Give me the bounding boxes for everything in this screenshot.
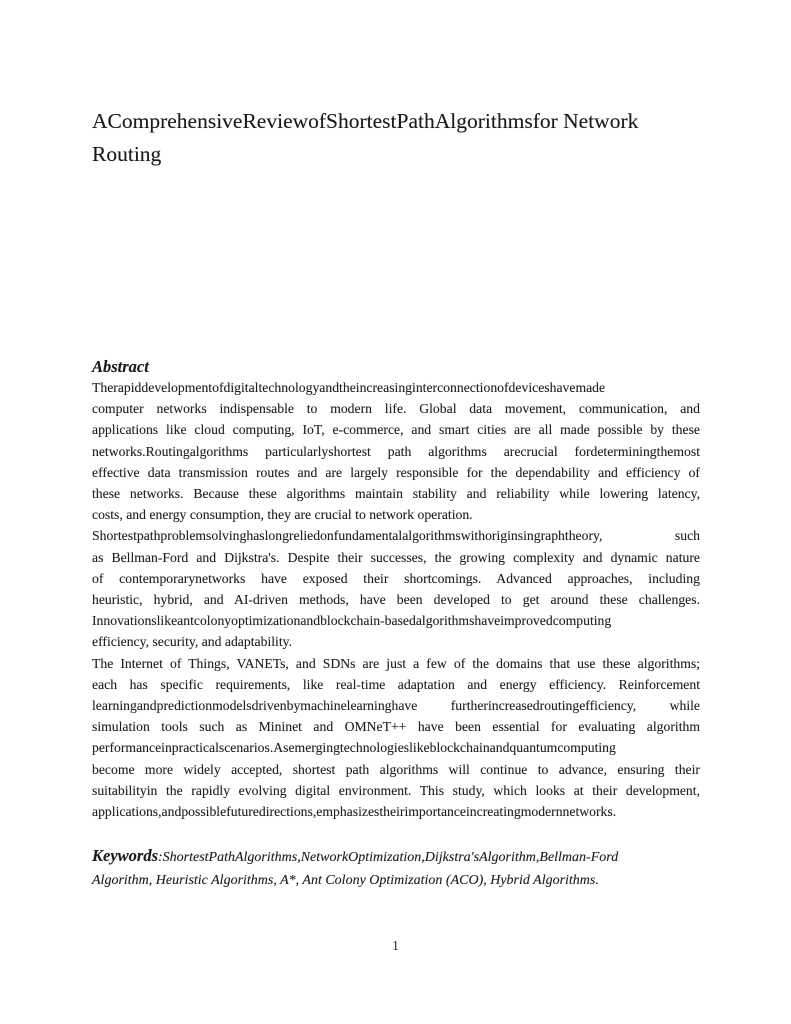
text-line: performanceinpracticalscenarios.Asemergingtechnologieslikeblockchainandquantumcomputing: [92, 740, 616, 756]
text-line: heuristic, hybrid, and AI-driven methods, have been developed to get around these challenges.: [92, 592, 700, 608]
text-line: as Bellman-Ford and Dijkstra's. Despite their successes, the growing complexity and dynamic nature: [92, 549, 700, 565]
text-line: Therapiddevelopmentofdigitaltechnologyandtheincreasinginterconnectionofdeviceshavemade: [92, 380, 606, 395]
text-line: networks.Routingalgorithms particularlyshortest path algorithms arecrucial fordeterminingthemost: [92, 443, 700, 459]
text-line: Routing: [92, 142, 162, 166]
text-line: learningandpredictionmodelsdrivenbymachinelearninghave furtherincreasedroutingefficiency, while: [92, 698, 700, 714]
abstract-body: [92, 377, 700, 822]
keywords-section: [92, 845, 708, 892]
text-line: Shortestpathproblemsolvinghaslongreliedonfundamentalalgorithmswithoriginsingraphtheory, such: [92, 528, 700, 544]
text-line: costs, and energy consumption, they are crucial to network operation.: [92, 507, 473, 523]
text-line: simulation tools such as Mininet and OMNeT++ have been essential for evaluating algorithm: [92, 719, 700, 735]
text-line: effective data transmission routes and are largely responsible for the dependability and efficiency of: [92, 464, 700, 480]
text-line: applications like cloud computing, IoT, e-commerce, and smart cities are all made possible by these: [92, 422, 700, 438]
keywords-line-2: Algorithm, Heuristic Algorithms, A*, Ant Colony Optimization (ACO), Hybrid Algorithms.: [92, 872, 599, 888]
paper-title: [92, 105, 704, 171]
text-line: The Internet of Things, VANETs, and SDNs are just a few of the domains that use these algorithms;: [92, 655, 700, 671]
text-line: become more widely accepted, shortest path algorithms will continue to advance, ensuring their: [92, 761, 700, 777]
text-line: applications,andpossiblefuturedirections,emphasizestheirimportanceincreatingmodernnetworks.: [92, 804, 617, 820]
text-line: Innovationslikeantcolonyoptimizationandblockchain-basedalgorithmshaveimprovedcomputing: [92, 613, 612, 629]
keywords-text: :ShortestPathAlgorithms,NetworkOptimization,Dijkstra'sAlgorithm,Bellman-Ford: [158, 850, 619, 865]
page-footer: [0, 938, 791, 954]
text-line: these networks. Because these algorithms maintain stability and reliability while lowering latency,: [92, 486, 700, 502]
abstract-heading: Abstract: [92, 357, 149, 376]
text-line: efficiency, security, and adaptability.: [92, 634, 293, 650]
text-line: computer networks indispensable to modern life. Global data movement, communication, and: [92, 401, 700, 417]
page-number: 1: [392, 938, 399, 953]
keywords-line-1: [92, 845, 708, 870]
text-line: each has specific requirements, like real-time adaptation and energy efficiency. Reinforcement: [92, 676, 700, 692]
text-line: AComprehensiveReviewofShortestPathAlgorithmsfor Network: [92, 109, 639, 133]
text-line: of contemporarynetworks have exposed their shortcomings. Advanced approaches, including: [92, 570, 700, 586]
keywords-label: Keywords: [92, 846, 158, 865]
text-line: suitabilityin the rapidly evolving digital environment. This study, which looks at their development,: [92, 782, 700, 798]
